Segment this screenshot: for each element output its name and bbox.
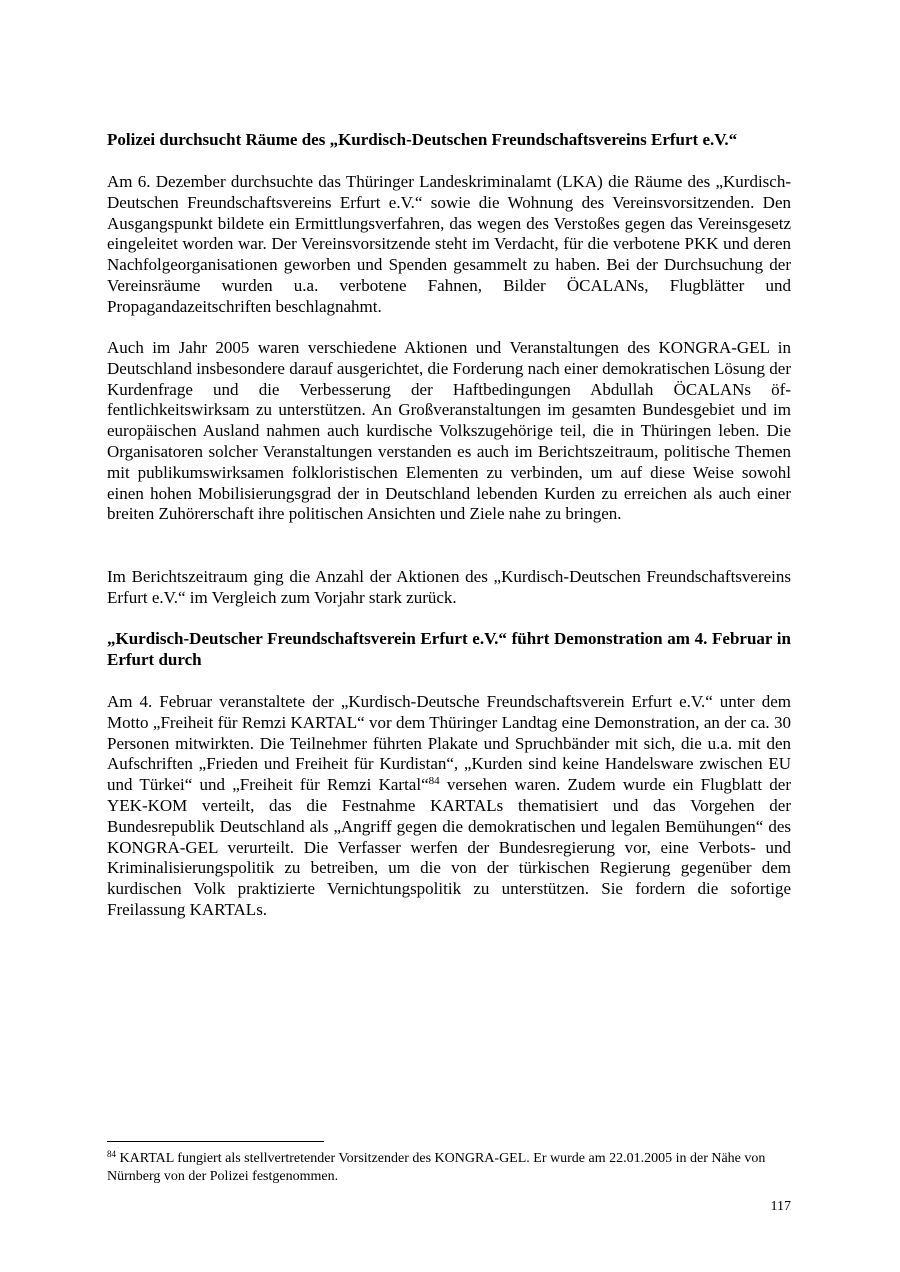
paragraph-raid: [107, 172, 791, 318]
paragraph-actions-decline: Im Berichtszeitraum ging die Anzahl der Aktionen des „Kurdisch-Deutschen Freundschaftsvereins Erfurt e.V.“ im Vergleich zum Vorjahr stark zurück.: [107, 567, 791, 607]
heading-demonstration: „Kurdisch-Deutscher Freundschaftsverein Erfurt e.V.“ führt Demonstration am 4. Februar in Erfurt durch: [107, 629, 791, 669]
footnote: [107, 1150, 791, 1186]
page-number: 117: [770, 1199, 791, 1214]
footnote-number: 84: [107, 1149, 116, 1159]
paragraph-demonstration: [107, 692, 791, 921]
paragraph-demonstration-text: [107, 692, 791, 921]
footnote-separator: [107, 1141, 324, 1142]
paragraph-events-2005: Auch im Jahr 2005 waren verschiedene Aktionen und Veranstaltungen des KONGRA-GEL in Deutschland insbesondere darauf ausgerichtet, die Forderung nach einer demokratischen Lösung der Kurdenfrage und die Verbesserung der Haftbedingungen Abdullah ÖCALANs öffentlichkeitswirksam zu unterstützen. An Großveranstaltungen im gesamten Bundesgebiet und im europäischen Ausland nahmen auch kurdische Volkszugehörige teil, die in Thüringen leben. Die Organisatoren solcher Veranstaltungen verstanden es auch im Berichtszeitraum, politische Themen mit publikumswirksamen folkloristischen Elementen zu verbinden, um auf diese Weise sowohl einen hohen Mobilisierungsgrad der in Deutschland lebenden Kurden zu erreichen als auch einer breiten Zuhörerschaft ihre politischen Ansichten und Ziele nahe zu bringen.: [107, 338, 792, 524]
section-heading-demonstration: [107, 628, 791, 670]
heading-police-search: Polizei durchsucht Räume des „Kurdisch-Deutschen Freundschaftsvereins Erfurt e.V.“: [107, 130, 738, 149]
paragraph-demonstration-part2: versehen waren. Zudem wurde ein Flugblatt der YEK-KOM verteilt, das die Festnahme KARTALs thematisiert und das Vorgehen der Bundesrepublik Deutschland als „Angriff gegen die demokratischen und legalen Bemühungen“ des KONGRA-GEL verurteilt. Die Verfasser werfen der Bundesregierung vor, eine Verbots- und Kriminalisierungspolitik zu betreiben, um die von der türkischen Regierung gegenüber dem kurdischen Volk praktizierte Vernichtungspolitik zu unterstützen. Sie fordern die sofortige Freilassung KARTALs.: [107, 775, 791, 919]
paragraph-decline: [107, 567, 791, 609]
section-heading-raid: [107, 129, 791, 150]
paragraph-kongra-gel: [107, 338, 791, 525]
paragraph-demonstration-part1: Am 4. Februar veranstaltete der „Kurdisch-Deutsche Freundschaftsverein Erfurt e.V.“ unter dem Motto „Freiheit für Remzi KARTAL“ vor dem Thüringer Landtag eine Demonstration, an der ca. 30 Personen mitwirkten. Die Teilnehmer führten Plakate und Spruchbänder mit sich, die u.a. mit den Aufschriften „Frieden und Freiheit für Kurdistan“, „Kurden sind keine Handelsware zwischen EU und Türkei“ und „Freiheit für Remzi Kartal“: [107, 692, 791, 795]
footnote-text: KARTAL fungiert als stellvertretender Vorsitzender des KONGRA-GEL. Er wurde am 22.01.2005 in der Nähe von Nürnberg von der Polizei festgenommen.: [107, 1151, 766, 1184]
footnote-reference[interactable]: 84: [428, 775, 440, 788]
paragraph-lka-search: Am 6. Dezember durchsuchte das Thüringer Landeskriminalamt (LKA) die Räume des „Kurdisch-Deutschen Freundschaftsvereins Erfurt e.V.“ sowie die Wohnung des Vereinsvorsitzenden. Den Ausgangspunkt bildete ein Ermittlungsverfahren, das wegen des Verstoßes gegen das Vereinsgesetz eingeleitet worden war. Der Vereinsvorsitzende steht im Verdacht, für die verbotene PKK und deren Nachfolgeorganisationen geworben und Spenden gesammelt zu haben. Bei der Durchsuchung der Vereinsräume wurden u.a. verbotene Fahnen, Bilder ÖCALANs, Flugblätter und Propagandazeitschriften beschlagnahmt.: [107, 172, 791, 316]
